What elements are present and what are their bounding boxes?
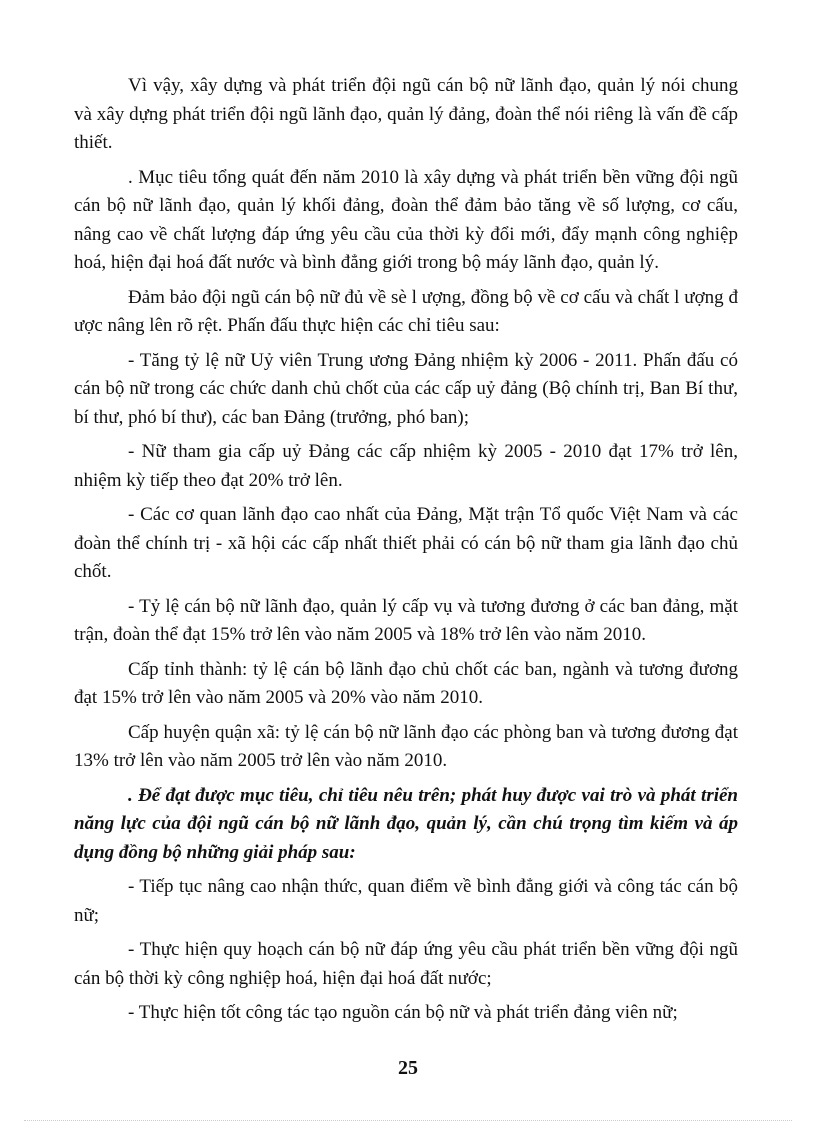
- paragraph-target-party-committee: - Nữ tham gia cấp uỷ Đảng các cấp nhiệm kỳ 2005 - 2010 đạt 17% trở lên, nhiệm kỳ tiếp theo đạt 20% trở lên.: [74, 441, 738, 491]
- page-number: 25: [398, 1057, 418, 1079]
- paragraph-target-department-level: - Tỷ lệ cán bộ nữ lãnh đạo, quản lý cấp vụ và tương đương ở các ban đảng, mặt trận, đoàn thể đạt 15% trở lên vào năm 2005 và 18% trở lên vào năm 2010.: [74, 595, 738, 645]
- document-body: [74, 72, 738, 1034]
- page-bottom-divider: [24, 1120, 792, 1121]
- paragraph-solutions-heading: . Để đạt được mục tiêu, chỉ tiêu nêu trên; phát huy được vai trò và phát triển năng lực của đội ngũ cán bộ nữ lãnh đạo, quản lý, cần chú trọng tìm kiếm và áp dụng đồng bộ những giải pháp sau:: [74, 784, 738, 863]
- paragraph-targets-intro: Đảm bảo đội ngũ cán bộ nữ đủ về sè l ượng, đồng bộ về cơ cấu và chất l ượng đ ược nâng lên rõ rệt. Phấn đấu thực hiện các chỉ tiêu sau:: [74, 286, 738, 336]
- paragraph-solution-planning: - Thực hiện quy hoạch cán bộ nữ đáp ứng yêu cầu phát triển bền vững đội ngũ cán bộ thời kỳ công nghiệp hoá, hiện đại hoá đất nước;: [74, 939, 738, 989]
- paragraph-target-leadership-bodies: - Các cơ quan lãnh đạo cao nhất của Đảng, Mặt trận Tổ quốc Việt Nam và các đoàn thể chính trị - xã hội các cấp nhất thiết phải có cán bộ nữ tham gia lãnh đạo chủ chốt.: [74, 504, 738, 582]
- paragraph-target-central-committee: - Tăng tỷ lệ nữ Uỷ viên Trung ương Đảng nhiệm kỳ 2006 - 2011. Phấn đấu có cán bộ nữ trong các chức danh chủ chốt của các cấp uỷ đảng (Bộ chính trị, Ban Bí thư, bí thư, phó bí thư), các ban Đảng (trưởng, phó ban);: [74, 349, 738, 428]
- paragraph-general-goal: . Mục tiêu tổng quát đến năm 2010 là xây dựng và phát triển bền vững đội ngũ cán bộ nữ lãnh đạo, quản lý khối đảng, đoàn thể đảm bảo tăng về số lượng, cơ cấu, nâng cao về chất lượng đáp ứng yêu cầu của thời kỳ đổi mới, đẩy mạnh công nghiệp hoá, hiện đại hoá đất nước và bình đẳng giới trong bộ máy lãnh đạo, quản lý.: [74, 166, 738, 273]
- paragraph-district-level: Cấp huyện quận xã: tỷ lệ cán bộ nữ lãnh đạo các phòng ban và tương đương đạt 13% trở lên vào năm 2005 trở lên vào năm 2010.: [74, 721, 738, 771]
- paragraph-intro: Vì vậy, xây dựng và phát triển đội ngũ cán bộ nữ lãnh đạo, quản lý nói chung và xây dựng phát triển đội ngũ lãnh đạo, quản lý đảng, đoàn thể nói riêng là vấn đề cấp thiết.: [74, 75, 738, 153]
- paragraph-provincial-level: Cấp tỉnh thành: tỷ lệ cán bộ lãnh đạo chủ chốt các ban, ngành và tương đương đạt 15% trở lên vào năm 2005 và 20% vào năm 2010.: [74, 658, 738, 708]
- paragraph-solution-awareness: - Tiếp tục nâng cao nhận thức, quan điểm về bình đẳng giới và công tác cán bộ nữ;: [74, 876, 738, 926]
- paragraph-solution-sourcing: - Thực hiện tốt công tác tạo nguồn cán bộ nữ và phát triển đảng viên nữ;: [128, 1002, 678, 1023]
